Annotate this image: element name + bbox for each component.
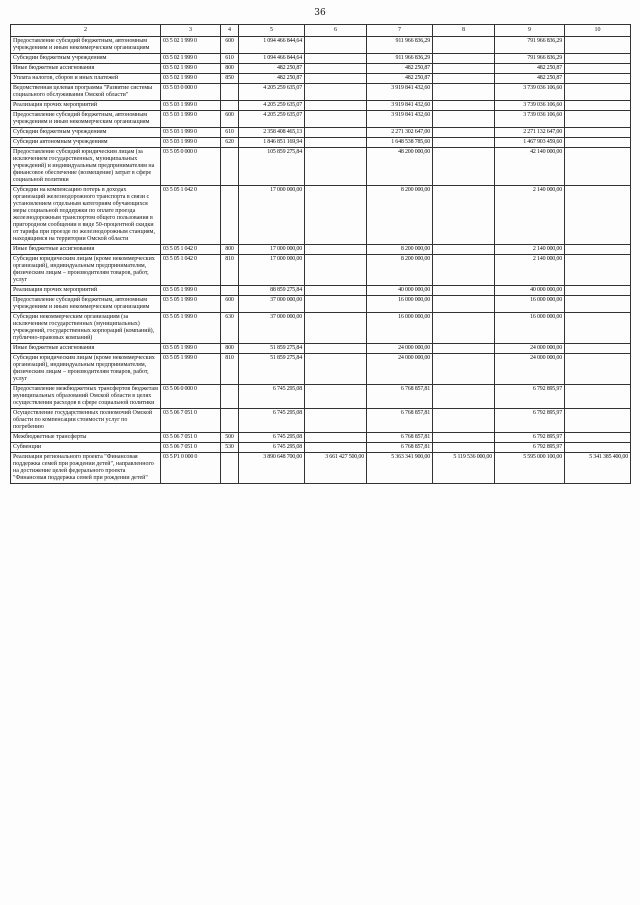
- column-number: 6: [305, 25, 367, 37]
- amount-col-7: 6 768 857,81: [367, 385, 433, 409]
- expense-type-code: 620: [221, 138, 239, 148]
- amount-col-5: 4 205 259 635,07: [239, 101, 305, 111]
- expense-type-code: [221, 453, 239, 484]
- table-row: [11, 354, 631, 385]
- amount-col-10: [565, 37, 631, 54]
- target-article-code: 03 5 03 0 000 0: [161, 84, 221, 101]
- table-row: [11, 453, 631, 484]
- target-article-code: 03 5 05 1 999 0: [161, 354, 221, 385]
- row-name: Уплата налогов, сборов и иных платежей: [11, 74, 161, 84]
- amount-col-5: 51 859 275,84: [239, 354, 305, 385]
- row-name: Реализация регионального проекта "Финансовая поддержка семей при рождении детей", направленного на достижение целей федерального проекта "Финансовая поддержка семей при рождении детей": [11, 453, 161, 484]
- row-name: Предоставление субсидий бюджетным, автономным учреждениям и иным некоммерческим организациям: [11, 111, 161, 128]
- target-article-code: 03 5 05 1 042 0: [161, 186, 221, 245]
- amount-col-9: 3 739 036 106,60: [495, 84, 565, 101]
- amount-col-10: [565, 74, 631, 84]
- table-row: [11, 186, 631, 245]
- amount-col-5: 1 846 851 169,94: [239, 138, 305, 148]
- amount-col-9: 1 467 903 459,60: [495, 138, 565, 148]
- amount-col-6: [305, 186, 367, 245]
- amount-col-6: [305, 37, 367, 54]
- column-number: 10: [565, 25, 631, 37]
- amount-col-7: 6 768 857,81: [367, 443, 433, 453]
- amount-col-10: [565, 286, 631, 296]
- amount-col-6: [305, 286, 367, 296]
- amount-col-10: [565, 54, 631, 64]
- amount-col-6: [305, 255, 367, 286]
- amount-col-6: [305, 111, 367, 128]
- amount-col-10: [565, 111, 631, 128]
- target-article-code: 03 5 05 1 999 0: [161, 344, 221, 354]
- amount-col-8: [433, 409, 495, 433]
- amount-col-10: [565, 64, 631, 74]
- amount-col-5: 51 859 275,84: [239, 344, 305, 354]
- amount-col-9: 3 739 036 106,60: [495, 101, 565, 111]
- target-article-code: 03 5 03 1 999 0: [161, 128, 221, 138]
- target-article-code: 03 5 05 0 000 0: [161, 148, 221, 186]
- amount-col-6: [305, 101, 367, 111]
- target-article-code: 03 5 03 1 999 0: [161, 111, 221, 128]
- amount-col-9: 482 250,87: [495, 64, 565, 74]
- amount-col-6: [305, 84, 367, 101]
- target-article-code: 03 5 06 7 051 0: [161, 433, 221, 443]
- amount-col-10: [565, 186, 631, 245]
- amount-col-8: 5 119 536 000,00: [433, 453, 495, 484]
- amount-col-6: [305, 409, 367, 433]
- row-name: Реализация прочих мероприятий: [11, 286, 161, 296]
- row-name: Предоставление субсидий бюджетным, автономным учреждениям и иным некоммерческим организациям: [11, 296, 161, 313]
- amount-col-8: [433, 37, 495, 54]
- table-row: [11, 344, 631, 354]
- amount-col-5: 1 094 466 844,64: [239, 37, 305, 54]
- expense-type-code: 600: [221, 111, 239, 128]
- amount-col-9: 24 000 000,00: [495, 354, 565, 385]
- column-number: 4: [221, 25, 239, 37]
- amount-col-8: [433, 84, 495, 101]
- table-row: [11, 138, 631, 148]
- amount-col-9: 24 000 000,00: [495, 344, 565, 354]
- amount-col-5: 1 094 466 844,64: [239, 54, 305, 64]
- target-article-code: 03 5 05 1 999 0: [161, 296, 221, 313]
- column-number-row: [11, 25, 631, 37]
- table-row: [11, 101, 631, 111]
- expense-type-code: [221, 286, 239, 296]
- target-article-code: 03 5 05 1 999 0: [161, 286, 221, 296]
- amount-col-6: [305, 128, 367, 138]
- expense-type-code: [221, 385, 239, 409]
- amount-col-9: 2 271 132 647,00: [495, 128, 565, 138]
- amount-col-5: 6 745 295,08: [239, 443, 305, 453]
- amount-col-8: [433, 148, 495, 186]
- amount-col-8: [433, 313, 495, 344]
- row-name: Иные бюджетные ассигнования: [11, 64, 161, 74]
- amount-col-9: 6 792 895,97: [495, 443, 565, 453]
- amount-col-5: 4 205 259 635,07: [239, 84, 305, 101]
- table-row: [11, 37, 631, 54]
- amount-col-8: [433, 286, 495, 296]
- amount-col-7: 2 271 302 647,00: [367, 128, 433, 138]
- amount-col-10: [565, 354, 631, 385]
- row-name: Субсидии автономным учреждениям: [11, 138, 161, 148]
- amount-col-8: [433, 433, 495, 443]
- expense-type-code: [221, 186, 239, 245]
- amount-col-6: [305, 385, 367, 409]
- table-row: [11, 111, 631, 128]
- amount-col-6: [305, 296, 367, 313]
- amount-col-5: 4 205 259 635,07: [239, 111, 305, 128]
- expense-type-code: 610: [221, 54, 239, 64]
- amount-col-7: 911 966 836,29: [367, 54, 433, 64]
- table-row: [11, 245, 631, 255]
- amount-col-5: 105 859 275,84: [239, 148, 305, 186]
- table-row: [11, 313, 631, 344]
- column-number: 7: [367, 25, 433, 37]
- table-row: [11, 385, 631, 409]
- row-name: Ведомственная целевая программа "Развитие системы социального обслуживания Омской области": [11, 84, 161, 101]
- page-number: 36: [314, 8, 326, 18]
- expense-type-code: 800: [221, 344, 239, 354]
- amount-col-10: [565, 128, 631, 138]
- amount-col-5: 6 745 295,08: [239, 409, 305, 433]
- amount-col-5: 17 000 000,00: [239, 255, 305, 286]
- amount-col-7: 1 648 538 785,60: [367, 138, 433, 148]
- row-name: Предоставление межбюджетных трансфертов бюджетам муниципальных образований Омской области в целях осуществления расходов в сфере социальной политики: [11, 385, 161, 409]
- table-row: [11, 64, 631, 74]
- amount-col-8: [433, 245, 495, 255]
- amount-col-7: 8 200 000,00: [367, 186, 433, 245]
- amount-col-7: 48 200 000,00: [367, 148, 433, 186]
- amount-col-8: [433, 186, 495, 245]
- amount-col-5: 88 859 275,84: [239, 286, 305, 296]
- expense-type-code: 850: [221, 74, 239, 84]
- row-name: Субсидии бюджетным учреждениям: [11, 54, 161, 64]
- column-number: 8: [433, 25, 495, 37]
- amount-col-6: [305, 433, 367, 443]
- target-article-code: 03 5 02 1 999 0: [161, 64, 221, 74]
- target-article-code: 03 5 P1 0 000 0: [161, 453, 221, 484]
- target-article-code: 03 5 06 0 000 0: [161, 385, 221, 409]
- amount-col-5: 17 000 000,00: [239, 186, 305, 245]
- amount-col-8: [433, 138, 495, 148]
- expense-type-code: 600: [221, 296, 239, 313]
- amount-col-5: 37 000 000,00: [239, 313, 305, 344]
- column-number: 3: [161, 25, 221, 37]
- amount-col-9: 791 966 836,29: [495, 37, 565, 54]
- amount-col-8: [433, 64, 495, 74]
- column-number: 9: [495, 25, 565, 37]
- amount-col-6: [305, 443, 367, 453]
- target-article-code: 03 5 03 1 999 0: [161, 101, 221, 111]
- amount-col-5: 482 250,87: [239, 64, 305, 74]
- expense-type-code: [221, 148, 239, 186]
- amount-col-7: 16 000 000,00: [367, 296, 433, 313]
- amount-col-5: 6 745 295,08: [239, 385, 305, 409]
- target-article-code: 03 5 02 1 999 0: [161, 37, 221, 54]
- budget-table: [10, 24, 631, 484]
- row-name: Межбюджетные трансферты: [11, 433, 161, 443]
- expense-type-code: 610: [221, 128, 239, 138]
- row-name: Субсидии бюджетным учреждениям: [11, 128, 161, 138]
- column-number: 5: [239, 25, 305, 37]
- amount-col-7: 40 000 000,00: [367, 286, 433, 296]
- table-row: [11, 286, 631, 296]
- amount-col-7: 3 919 841 432,60: [367, 111, 433, 128]
- expense-type-code: 500: [221, 433, 239, 443]
- amount-col-10: [565, 138, 631, 148]
- amount-col-8: [433, 101, 495, 111]
- amount-col-10: [565, 443, 631, 453]
- table-row: [11, 54, 631, 64]
- row-name: Субсидии некоммерческим организациям (за исключением государственных (муниципальных) учреждений, государственных корпораций (компаний), публично-правовых компаний): [11, 313, 161, 344]
- table-row: [11, 128, 631, 138]
- amount-col-10: [565, 245, 631, 255]
- target-article-code: 03 5 05 1 042 0: [161, 245, 221, 255]
- amount-col-7: 8 200 000,00: [367, 255, 433, 286]
- amount-col-10: [565, 84, 631, 101]
- amount-col-10: [565, 296, 631, 313]
- amount-col-9: 6 792 895,97: [495, 409, 565, 433]
- amount-col-6: [305, 354, 367, 385]
- expense-type-code: 600: [221, 37, 239, 54]
- amount-col-8: [433, 128, 495, 138]
- amount-col-7: 8 200 000,00: [367, 245, 433, 255]
- amount-col-5: 3 890 648 700,00: [239, 453, 305, 484]
- amount-col-7: 16 000 000,00: [367, 313, 433, 344]
- amount-col-6: [305, 245, 367, 255]
- amount-col-10: [565, 313, 631, 344]
- amount-col-10: [565, 409, 631, 433]
- amount-col-8: [433, 344, 495, 354]
- amount-col-7: 482 250,87: [367, 64, 433, 74]
- amount-col-10: [565, 255, 631, 286]
- expense-type-code: 630: [221, 313, 239, 344]
- amount-col-9: 6 792 895,97: [495, 433, 565, 443]
- expense-type-code: [221, 84, 239, 101]
- amount-col-9: 3 739 036 106,60: [495, 111, 565, 128]
- amount-col-10: [565, 101, 631, 111]
- amount-col-5: 37 000 000,00: [239, 296, 305, 313]
- expense-type-code: 810: [221, 354, 239, 385]
- amount-col-7: 6 768 857,81: [367, 433, 433, 443]
- row-name: Осуществление государственных полномочий Омской области по компенсации стоимости услуг по погребению: [11, 409, 161, 433]
- row-name: Субсидии юридическим лицам (кроме некоммерческих организаций), индивидуальным предпринимателям, физическим лицам – производителям товаров, работ, услуг: [11, 354, 161, 385]
- table-row: [11, 74, 631, 84]
- amount-col-8: [433, 385, 495, 409]
- amount-col-6: [305, 344, 367, 354]
- amount-col-6: [305, 148, 367, 186]
- amount-col-6: 3 661 427 500,00: [305, 453, 367, 484]
- amount-col-7: 5 363 341 900,00: [367, 453, 433, 484]
- amount-col-7: 24 000 000,00: [367, 354, 433, 385]
- amount-col-7: 6 768 857,81: [367, 409, 433, 433]
- amount-col-7: 24 000 000,00: [367, 344, 433, 354]
- amount-col-6: [305, 64, 367, 74]
- target-article-code: 03 5 02 1 999 0: [161, 74, 221, 84]
- amount-col-5: 17 000 000,00: [239, 245, 305, 255]
- amount-col-10: [565, 385, 631, 409]
- amount-col-5: 482 250,87: [239, 74, 305, 84]
- amount-col-9: 791 966 836,29: [495, 54, 565, 64]
- amount-col-9: 5 595 000 100,00: [495, 453, 565, 484]
- expense-type-code: [221, 101, 239, 111]
- table-row: [11, 255, 631, 286]
- target-article-code: 03 5 03 1 999 0: [161, 138, 221, 148]
- table-row: [11, 84, 631, 101]
- expense-type-code: [221, 409, 239, 433]
- amount-col-6: [305, 54, 367, 64]
- amount-col-8: [433, 54, 495, 64]
- row-name: Субсидии на компенсацию потерь в доходах организаций железнодорожного транспорта в связи с установлением отдельным категориям обучающихся меры социальной поддержки по оплате проезда железнодорожным транспортом общего пользования в пригородном сообщении в виде 50-процентной скидки от тарифа при проезде по железнодорожным станциям, находящимся на территории Омской области: [11, 186, 161, 245]
- row-name: Предоставление субсидий юридическим лицам (за исключением государственных, муниципальных учреждений) и индивидуальным предпринимателям на финансовое обеспечение (возмещение) затрат в сфере социальной политики: [11, 148, 161, 186]
- target-article-code: 03 5 06 7 051 0: [161, 443, 221, 453]
- amount-col-5: 6 745 295,08: [239, 433, 305, 443]
- expense-type-code: 800: [221, 64, 239, 74]
- amount-col-9: 6 792 895,97: [495, 385, 565, 409]
- amount-col-7: 3 919 841 432,60: [367, 101, 433, 111]
- expense-type-code: 800: [221, 245, 239, 255]
- row-name: Иные бюджетные ассигнования: [11, 344, 161, 354]
- amount-col-6: [305, 74, 367, 84]
- table-row: [11, 409, 631, 433]
- table-row: [11, 296, 631, 313]
- amount-col-8: [433, 296, 495, 313]
- table-row: [11, 443, 631, 453]
- amount-col-5: 2 358 408 465,13: [239, 128, 305, 138]
- target-article-code: 03 5 05 1 042 0: [161, 255, 221, 286]
- amount-col-8: [433, 443, 495, 453]
- amount-col-10: [565, 148, 631, 186]
- amount-col-7: 3 919 841 432,60: [367, 84, 433, 101]
- amount-col-9: 482 250,87: [495, 74, 565, 84]
- column-number: 2: [11, 25, 161, 37]
- expense-type-code: 810: [221, 255, 239, 286]
- amount-col-7: 911 966 836,29: [367, 37, 433, 54]
- row-name: Субвенции: [11, 443, 161, 453]
- row-name: Иные бюджетные ассигнования: [11, 245, 161, 255]
- amount-col-10: [565, 344, 631, 354]
- target-article-code: 03 5 02 1 999 0: [161, 54, 221, 64]
- table-row: [11, 148, 631, 186]
- amount-col-9: 42 140 000,00: [495, 148, 565, 186]
- expense-type-code: 530: [221, 443, 239, 453]
- amount-col-8: [433, 74, 495, 84]
- row-name: Предоставление субсидий бюджетным, автономным учреждениям и иным некоммерческим организациям: [11, 37, 161, 54]
- amount-col-9: 16 000 000,00: [495, 313, 565, 344]
- amount-col-8: [433, 354, 495, 385]
- amount-col-7: 482 250,87: [367, 74, 433, 84]
- amount-col-10: [565, 433, 631, 443]
- row-name: Субсидии юридическим лицам (кроме некоммерческих организаций), индивидуальным предпринимателям, физическим лицам – производителям товаров, работ, услуг: [11, 255, 161, 286]
- amount-col-8: [433, 111, 495, 128]
- amount-col-8: [433, 255, 495, 286]
- target-article-code: 03 5 06 7 051 0: [161, 409, 221, 433]
- amount-col-6: [305, 138, 367, 148]
- table-row: [11, 433, 631, 443]
- amount-col-9: 40 000 000,00: [495, 286, 565, 296]
- amount-col-9: 2 140 000,00: [495, 186, 565, 245]
- amount-col-9: 2 140 000,00: [495, 255, 565, 286]
- target-article-code: 03 5 05 1 999 0: [161, 313, 221, 344]
- amount-col-6: [305, 313, 367, 344]
- row-name: Реализация прочих мероприятий: [11, 101, 161, 111]
- amount-col-10: 5 341 385 400,00: [565, 453, 631, 484]
- amount-col-9: 2 140 000,00: [495, 245, 565, 255]
- amount-col-9: 16 000 000,00: [495, 296, 565, 313]
